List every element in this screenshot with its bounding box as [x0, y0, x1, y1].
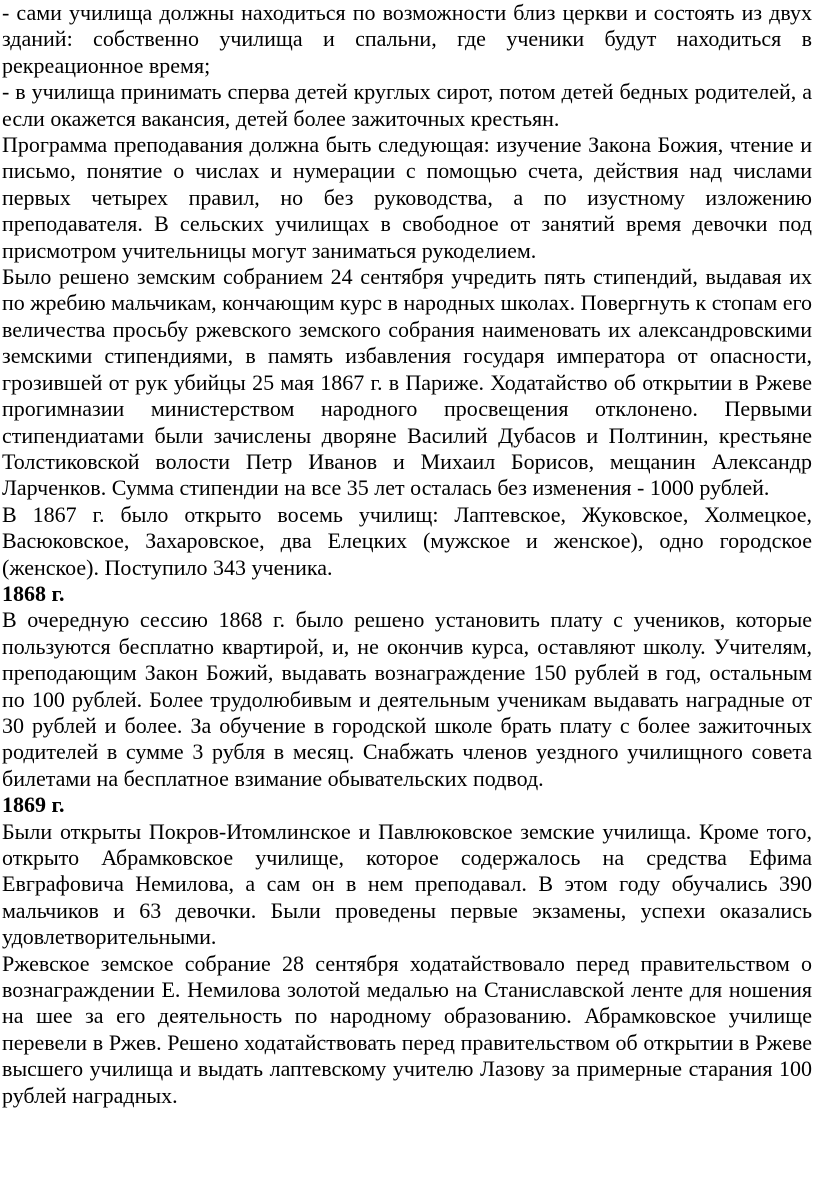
heading-1869: 1869 г.: [2, 792, 65, 818]
paragraph-admission-order: - в училища принимать сперва детей круглых сирот, потом детей бедных родителей, а если окажется вакансия, детей более зажиточных крестьян.: [2, 79, 812, 131]
paragraph-assembly-petition: Ржевское земское собрание 28 сентября ходатайствовало перед правительством о вознаграждении Е. Немилова золотой медалью на Станиславской ленте для ношения на шее за его деятельность по народному образованию. Абрамковское училище перевели в Ржев. Решено ходатайствовать перед правительством об открытии в Ржеве высшего училища и выдать лаптевскому учителю Лазову за примерные старания 100 рублей наградных.: [2, 950, 812, 1108]
paragraph-schools-1867: В 1867 г. было открыто восемь училищ: Лаптевское, Жуковское, Холмецкое, Васюковское, Захаровское, два Елецких (мужское и женское), одно городское (женское). Поступило 343 ученика.: [2, 501, 812, 580]
paragraph-stipends: Было решено земским собранием 24 сентября учредить пять стипендий, выдавая их по жребию мальчикам, кончающим курс в народных школах. Повергнуть к стопам его величества просьбу ржевского земского собрания наименовать их александровскими земскими стипендиями, в память избавления государя императора от опасности, грозившей от рук убийцы 25 мая 1867 г. в Париже. Ходатайство об открытии в Ржеве прогимназии министерством народного просвещения отклонено. Первыми стипендиатами были зачислены дворяне Василий Дубасов и Полтинин, крестьяне Толстиковской волости Петр Иванов и Михаил Борисов, мещанин Александр Ларченков. Сумма стипендии на все 35 лет осталась без изменения - 1000 рублей.: [2, 264, 812, 501]
paragraph-teaching-program: Программа преподавания должна быть следующая: изучение Закона Божия, чтение и письмо, понятие о числах и нумерации с помощью счета, действия над числами первых четырех правил, но без руководства, а по изустному изложению преподавателя. В сельских училищах в свободное от занятий время девочки под присмотром учительницы могут заниматься рукоделием.: [2, 132, 812, 263]
heading-1868: 1868 г.: [2, 580, 65, 606]
paragraph-schools-1869: Были открыты Покров-Итомлинское и Павлюковское земские училища. Кроме того, открыто Абрамковское училище, которое содержалось на средства Ефима Евграфовича Немилова, а сам он в нем преподавал. В этом году обучались 390 мальчиков и 63 девочки. Были проведены первые экзамены, успехи оказались удовлетворительными.: [2, 818, 812, 950]
paragraph-session-1868: В очередную сессию 1868 г. было решено установить плату с учеников, которые пользуются бесплатно квартирой, и, не окончив курса, оставляют школу. Учителям, преподающим Закон Божий, выдавать вознаграждение 150 рублей в год, остальным по 100 рублей. Более трудолюбивым и деятельным ученикам выдавать наградные от 30 рублей и более. За обучение в городской школе брать плату с более зажиточных родителей в сумме 3 рубля в месяц. Снабжать членов уездного училищного совета билетами на бесплатное взимание обывательских подвод.: [2, 607, 812, 791]
paragraph-school-buildings: - сами училища должны находиться по возможности близ церкви и состоять из двух зданий: собственно училища и спальни, где ученики будут находиться в рекреационное время;: [2, 0, 812, 78]
